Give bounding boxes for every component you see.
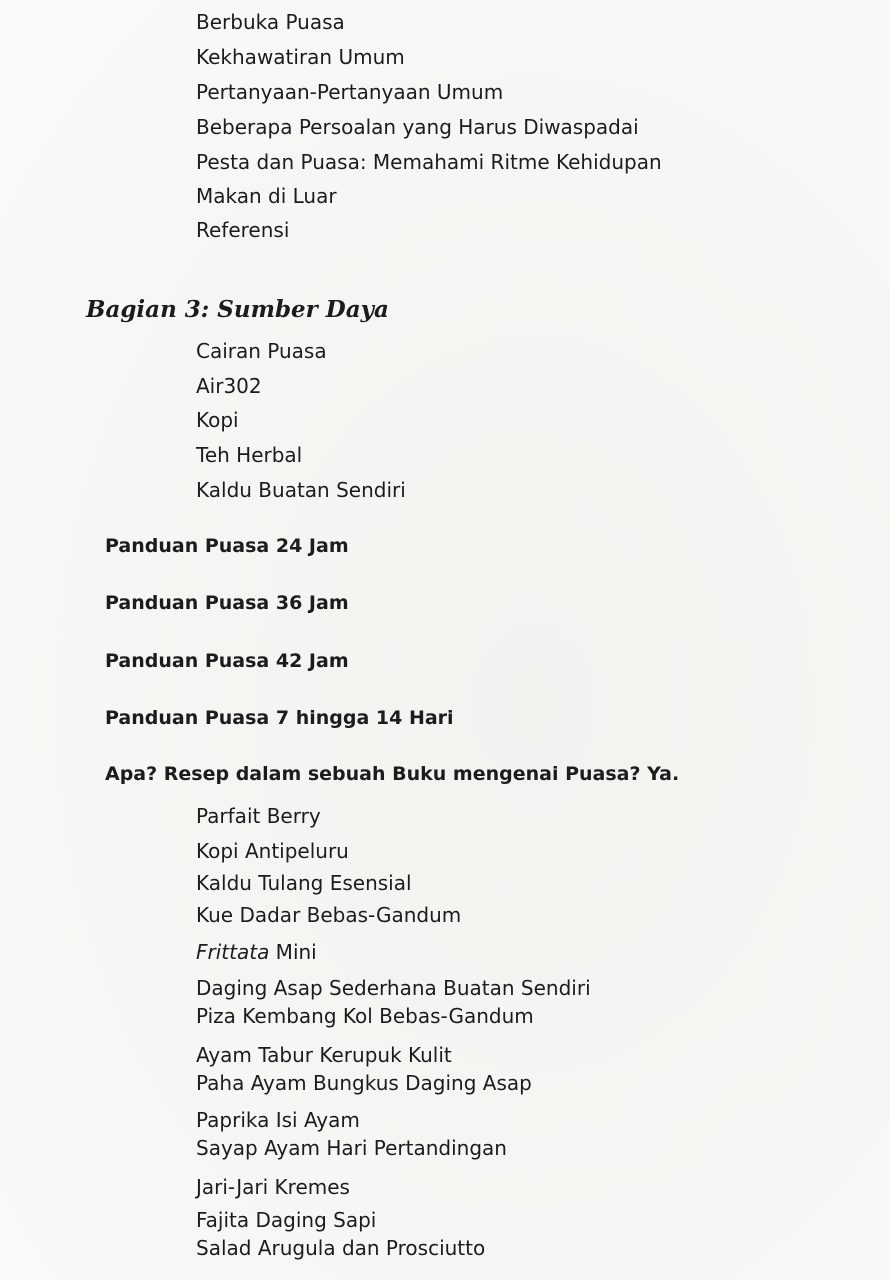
- toc-entry-title: Paprika Isi Ayam: [196, 1108, 360, 1132]
- toc-entry-title: Teh Herbal: [196, 443, 303, 467]
- chapter-title: Panduan Puasa 24 Jam: [105, 535, 349, 557]
- toc-entry-title: Kekhawatiran Umum: [196, 45, 405, 69]
- toc-entry-title: Salad Arugula dan Prosciutto: [196, 1236, 486, 1260]
- toc-entry-title: Kopi Antipeluru: [196, 839, 349, 863]
- toc-entry-title: Kue Dadar Bebas-Gandum: [196, 903, 462, 927]
- toc-entry-title: Referensi: [196, 218, 290, 242]
- toc-entry-title: Sayap Ayam Hari Pertandingan: [196, 1136, 507, 1160]
- toc-entry-title: Pertanyaan-Pertanyaan Umum: [196, 80, 504, 104]
- toc-entry-title: Ayam Tabur Kerupuk Kulit: [196, 1043, 452, 1067]
- chapter-title: Apa? Resep dalam sebuah Buku mengenai Puasa? Ya.: [105, 763, 680, 785]
- part-title: Bagian 3: Sumber Daya: [86, 296, 389, 323]
- toc-entry-title: Kaldu Buatan Sendiri: [196, 478, 406, 502]
- toc-entry-title: Jari-Jari Kremes: [196, 1175, 350, 1199]
- toc-entry-title: Parfait Berry: [196, 804, 321, 828]
- toc-entry-title: Kaldu Tulang Esensial: [196, 871, 412, 895]
- toc-entry-title-italic: Frittata: [196, 940, 270, 964]
- toc-entry-title: Air302: [196, 374, 262, 398]
- toc-entry-title: Paha Ayam Bungkus Daging Asap: [196, 1071, 532, 1095]
- toc-entry-title: Fajita Daging Sapi: [196, 1208, 377, 1232]
- toc-entry-title: Beberapa Persoalan yang Harus Diwaspadai: [196, 115, 639, 139]
- toc-entry-title: Mini: [269, 940, 317, 964]
- toc-entry-title: Berbuka Puasa: [196, 10, 345, 34]
- toc-entry-title: Daging Asap Sederhana Buatan Sendiri: [196, 976, 591, 1000]
- toc-entry-title: Makan di Luar: [196, 184, 337, 208]
- chapter-title: Panduan Puasa 7 hingga 14 Hari: [105, 707, 454, 729]
- toc-entry-title: Cairan Puasa: [196, 339, 327, 363]
- toc-entry-title: Piza Kembang Kol Bebas-Gandum: [196, 1004, 534, 1028]
- toc-entry-title: Pesta dan Puasa: Memahami Ritme Kehidupan: [196, 150, 662, 174]
- toc-entry-title-wrap: [196, 940, 317, 964]
- toc-entry-title: Kopi: [196, 408, 239, 432]
- chapter-title: Panduan Puasa 36 Jam: [105, 592, 349, 614]
- chapter-title: Panduan Puasa 42 Jam: [105, 650, 349, 672]
